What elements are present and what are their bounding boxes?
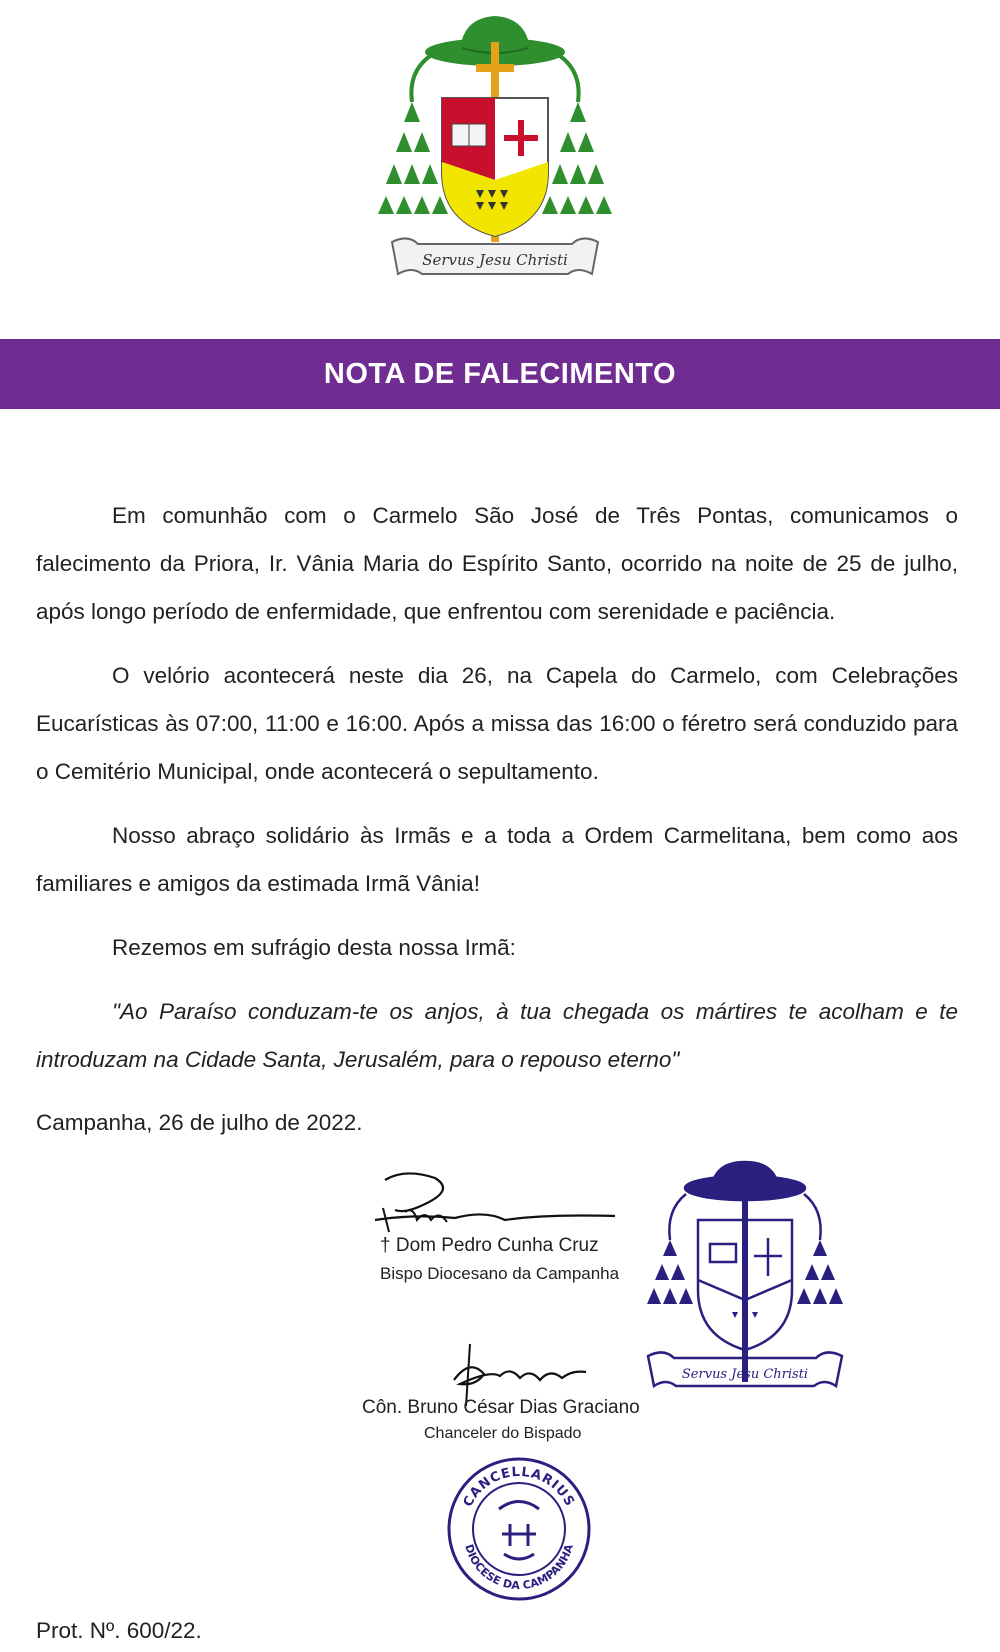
paragraph-announcement: Em comunhão com o Carmelo São José de Três Pontas, comunicamos o falecimento da Priora, Ir. Vânia Maria do Espírito Santo, ocorrido na noite de 25 de julho, após longo período de enfermidade, que enfrentou com serenidade e paciência.	[36, 503, 958, 624]
bishop-title: Bispo Diocesano da Campanha	[380, 1264, 620, 1283]
coat-of-arms-logo	[378, 12, 612, 282]
bishop-handwritten-signature	[365, 1170, 625, 1240]
page-title-banner	[0, 339, 1000, 409]
crest-motto: Servus Jesu Christi	[422, 251, 568, 269]
chancellor-title: Chanceler do Bispado	[424, 1425, 582, 1442]
stamp-top-text: CANCELLARIUS	[460, 1464, 578, 1510]
paragraph-prayer-intro: Rezemos em sufrágio desta nossa Irmã:	[112, 935, 516, 960]
chancery-stamp	[444, 1454, 594, 1604]
seal-motto: Servus Jesu Christi	[681, 1367, 809, 1382]
announcement-body	[36, 492, 958, 1100]
protocol-number: Prot. Nº. 600/22.	[36, 1618, 202, 1643]
paragraph-prayer-quote: "Ao Paraíso conduzam-te os anjos, à tua chegada os mártires te acolham e te introduzam na Cidade Santa, Jerusalém, para o repouso eterno"	[36, 999, 958, 1072]
date-line: Campanha, 26 de julho de 2022.	[36, 1110, 363, 1135]
svg-text:DIOCESE DA CAMPANHA	[462, 1542, 576, 1592]
episcopal-seal	[640, 1160, 850, 1400]
chancellor-name: Côn. Bruno César Dias Graciano	[362, 1397, 640, 1418]
bishop-name: † Dom Pedro Cunha Cruz	[380, 1235, 599, 1256]
paragraph-wake-details: O velório acontecerá neste dia 26, na Capela do Carmelo, com Celebrações Eucarísticas às 07:00, 11:00 e 16:00. Após a missa das 16:00 o féretro será conduzido para o Cemitério Municipal, onde acontecerá o sepultamento.	[36, 663, 958, 784]
paragraph-condolences: Nosso abraço solidário às Irmãs e a toda a Ordem Carmelitana, bem como aos familiares e amigos da estimada Irmã Vânia!	[36, 823, 958, 896]
page-title: NOTA DE FALECIMENTO	[323, 358, 677, 390]
stamp-bottom-text: DIOCESE DA CAMPANHA	[462, 1542, 576, 1593]
